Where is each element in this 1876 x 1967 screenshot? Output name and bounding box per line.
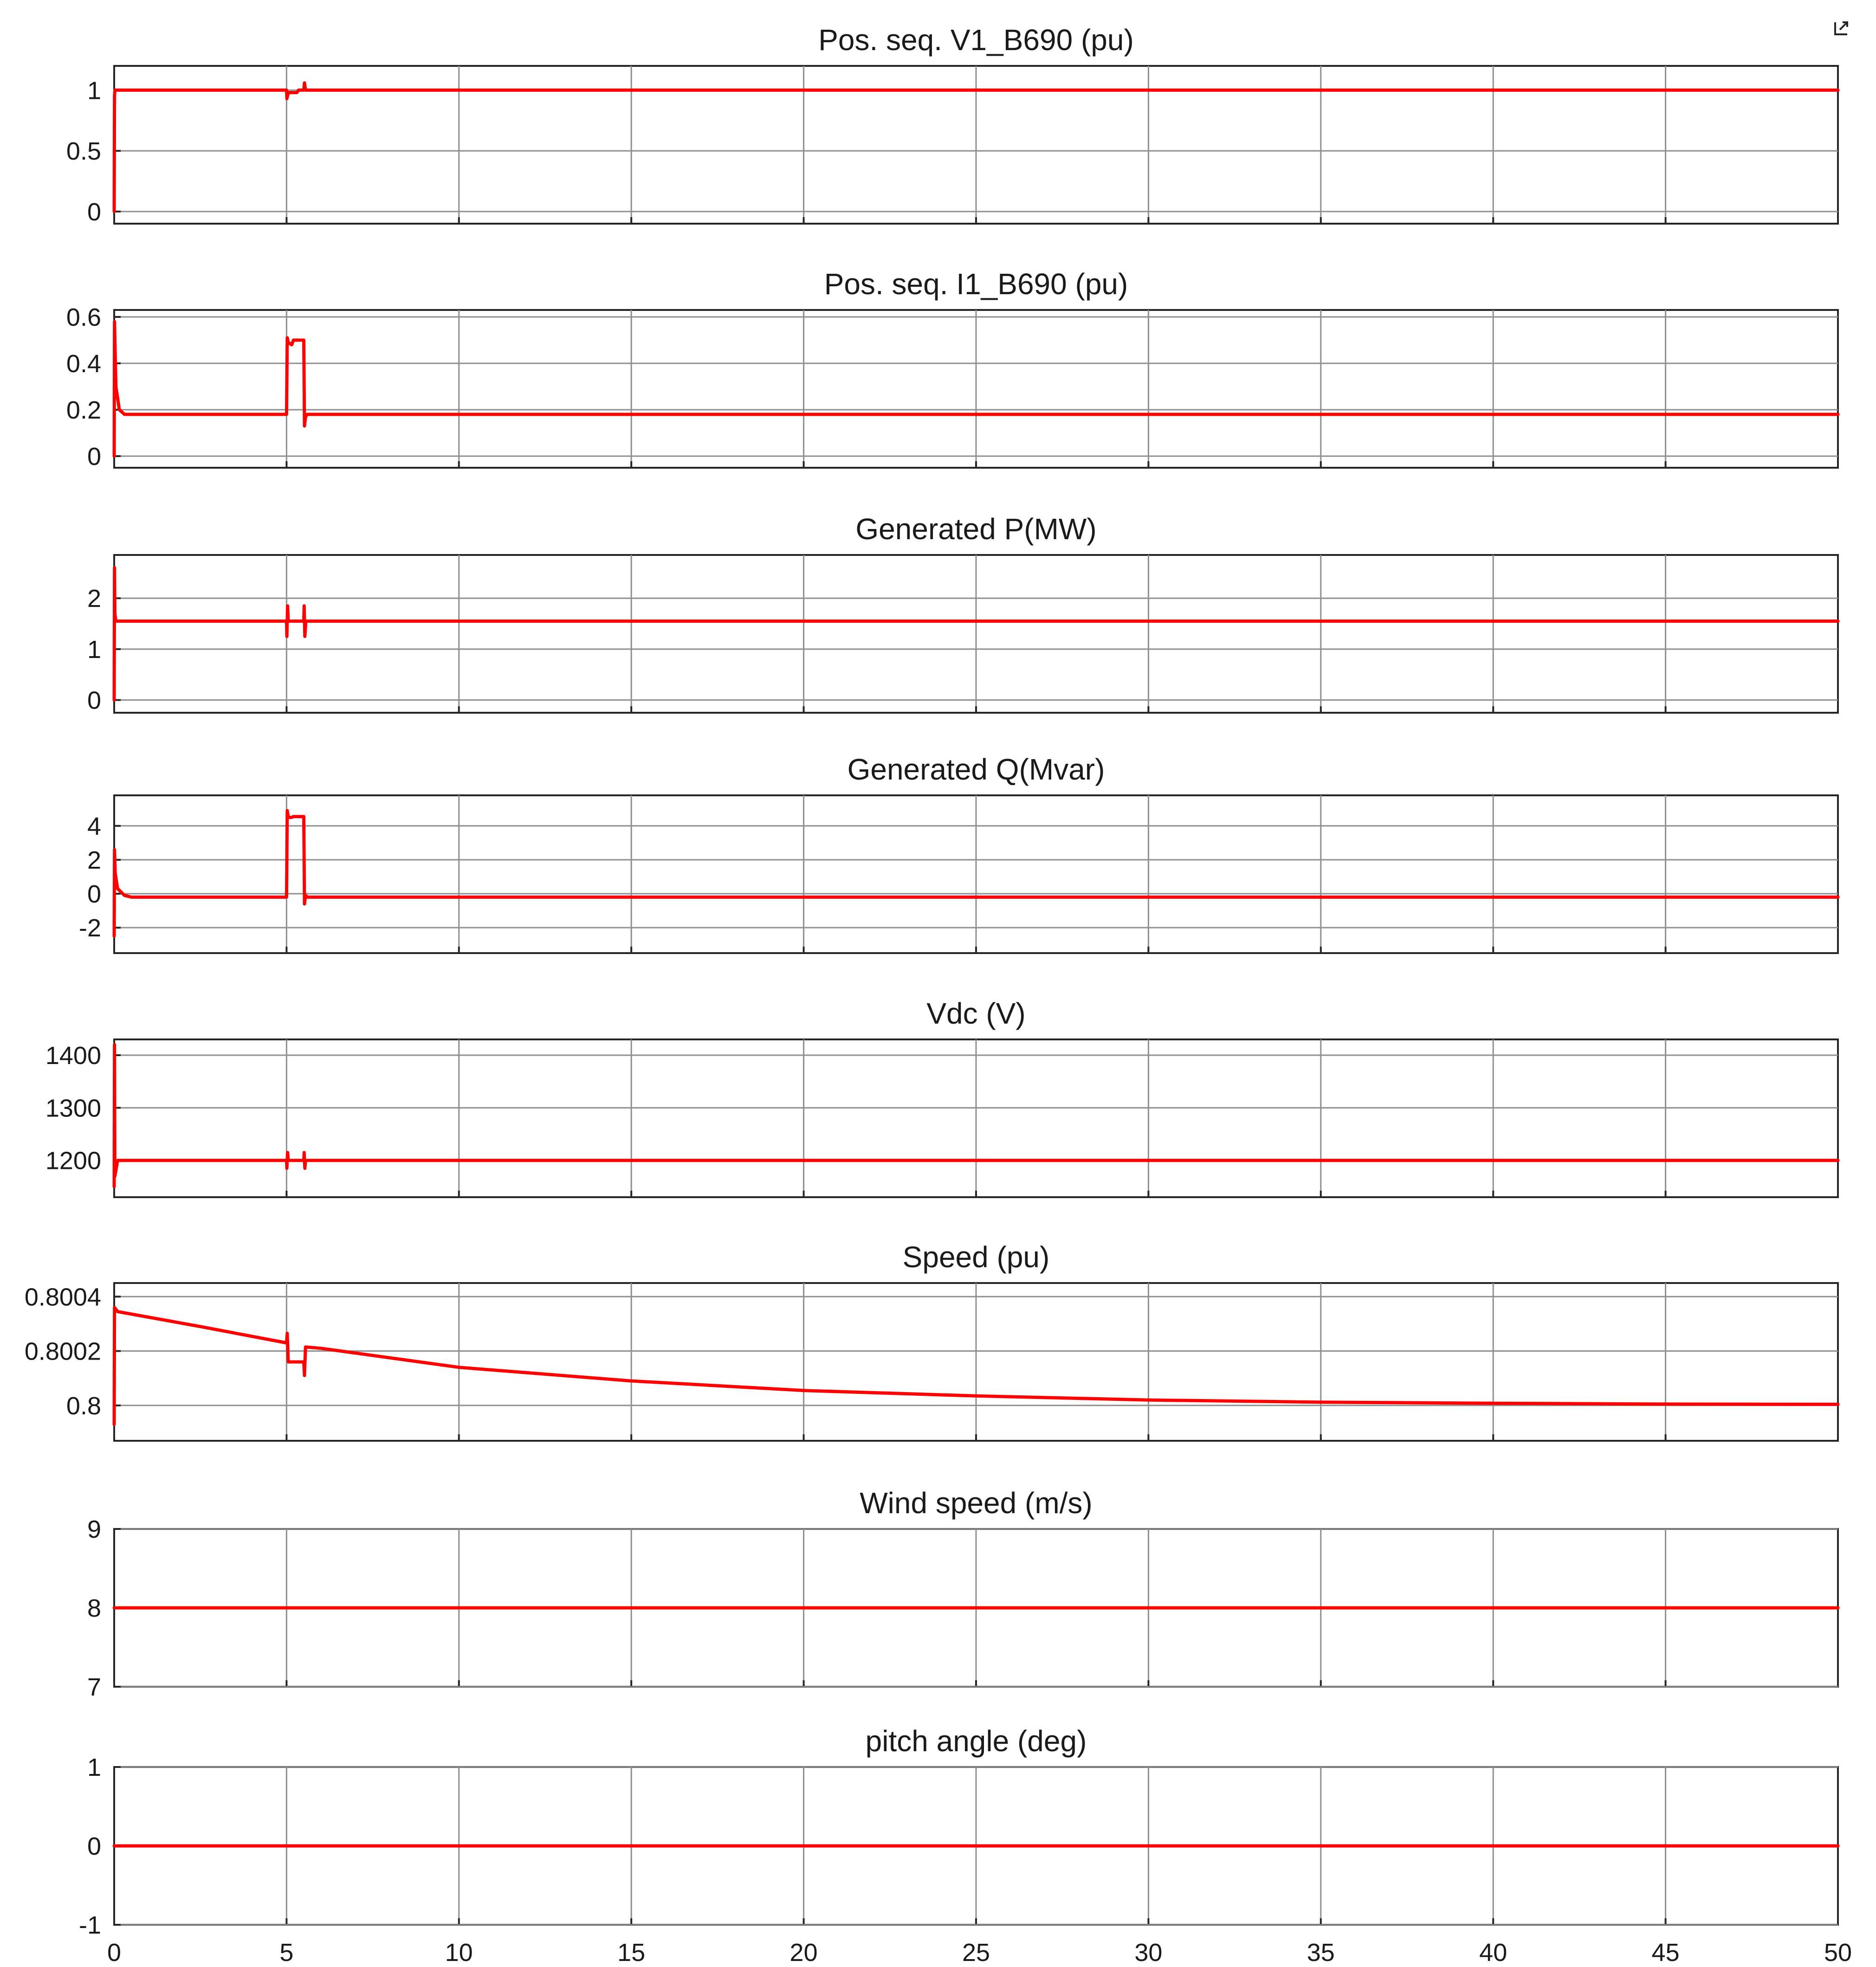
x-tick-label: 10 xyxy=(445,1939,473,1967)
y-tick-label: 4 xyxy=(87,812,101,840)
panel-title: Pos. seq. V1_B690 (pu) xyxy=(818,23,1134,57)
y-tick-label: 2 xyxy=(87,846,101,874)
x-tick-label: 40 xyxy=(1479,1939,1507,1967)
panel-title: Generated Q(Mvar) xyxy=(847,753,1105,786)
y-tick-label: 0.6 xyxy=(66,303,101,331)
x-tick-label: 25 xyxy=(962,1939,990,1967)
time-axis xyxy=(107,1939,1852,1967)
y-tick-label: 0 xyxy=(87,880,101,909)
y-tick-label: 0.2 xyxy=(66,396,101,424)
y-tick-label: 1 xyxy=(87,77,101,105)
y-tick-label: 0.8 xyxy=(66,1392,101,1420)
y-tick-label: 1 xyxy=(87,1754,101,1781)
y-tick-label: -1 xyxy=(78,1911,101,1939)
y-tick-label: 0.8004 xyxy=(24,1283,101,1311)
x-tick-label: 50 xyxy=(1824,1939,1852,1967)
x-tick-label: 20 xyxy=(789,1939,818,1967)
y-tick-label: 0.8002 xyxy=(24,1337,101,1366)
panel-title: Pos. seq. I1_B690 (pu) xyxy=(824,267,1128,301)
y-tick-label: -2 xyxy=(78,914,101,942)
scope-panel-7 xyxy=(87,1486,1838,1701)
x-tick-label: 5 xyxy=(279,1939,294,1967)
panel-title: Speed (pu) xyxy=(902,1240,1050,1274)
y-tick-label: 0 xyxy=(87,1832,101,1860)
scope-panel-1 xyxy=(66,23,1838,226)
panel-title: Generated P(MW) xyxy=(855,512,1097,546)
scope-panel-6 xyxy=(25,1240,1838,1441)
x-tick-label: 35 xyxy=(1307,1939,1335,1967)
y-tick-label: 2 xyxy=(87,585,101,613)
y-tick-label: 7 xyxy=(87,1673,101,1701)
restore-axes-icon[interactable] xyxy=(1833,20,1849,36)
y-tick-label: 0.4 xyxy=(66,350,101,378)
panel-title: Vdc (V) xyxy=(926,997,1026,1030)
scope-panel-2 xyxy=(66,267,1838,471)
y-tick-label: 1300 xyxy=(45,1094,101,1122)
y-tick-label: 0.5 xyxy=(66,137,101,166)
panel-title: Wind speed (m/s) xyxy=(860,1486,1093,1520)
scope-panel-4 xyxy=(79,753,1838,953)
scope-panel-8 xyxy=(79,1724,1838,1939)
scope-panel-3 xyxy=(87,512,1838,715)
y-tick-label: 1400 xyxy=(45,1042,101,1070)
y-tick-label: 9 xyxy=(87,1516,101,1543)
x-tick-label: 0 xyxy=(107,1939,122,1967)
y-tick-label: 1 xyxy=(87,635,101,664)
y-tick-label: 0 xyxy=(87,686,101,715)
y-tick-label: 0 xyxy=(87,198,101,226)
y-tick-label: 8 xyxy=(87,1594,101,1622)
x-tick-label: 45 xyxy=(1651,1939,1680,1967)
y-tick-label: 1200 xyxy=(45,1147,101,1175)
scope-panel-5 xyxy=(45,997,1838,1197)
panel-title: pitch angle (deg) xyxy=(865,1724,1087,1758)
x-tick-label: 15 xyxy=(617,1939,646,1967)
y-tick-label: 0 xyxy=(87,443,101,471)
x-tick-label: 30 xyxy=(1134,1939,1163,1967)
